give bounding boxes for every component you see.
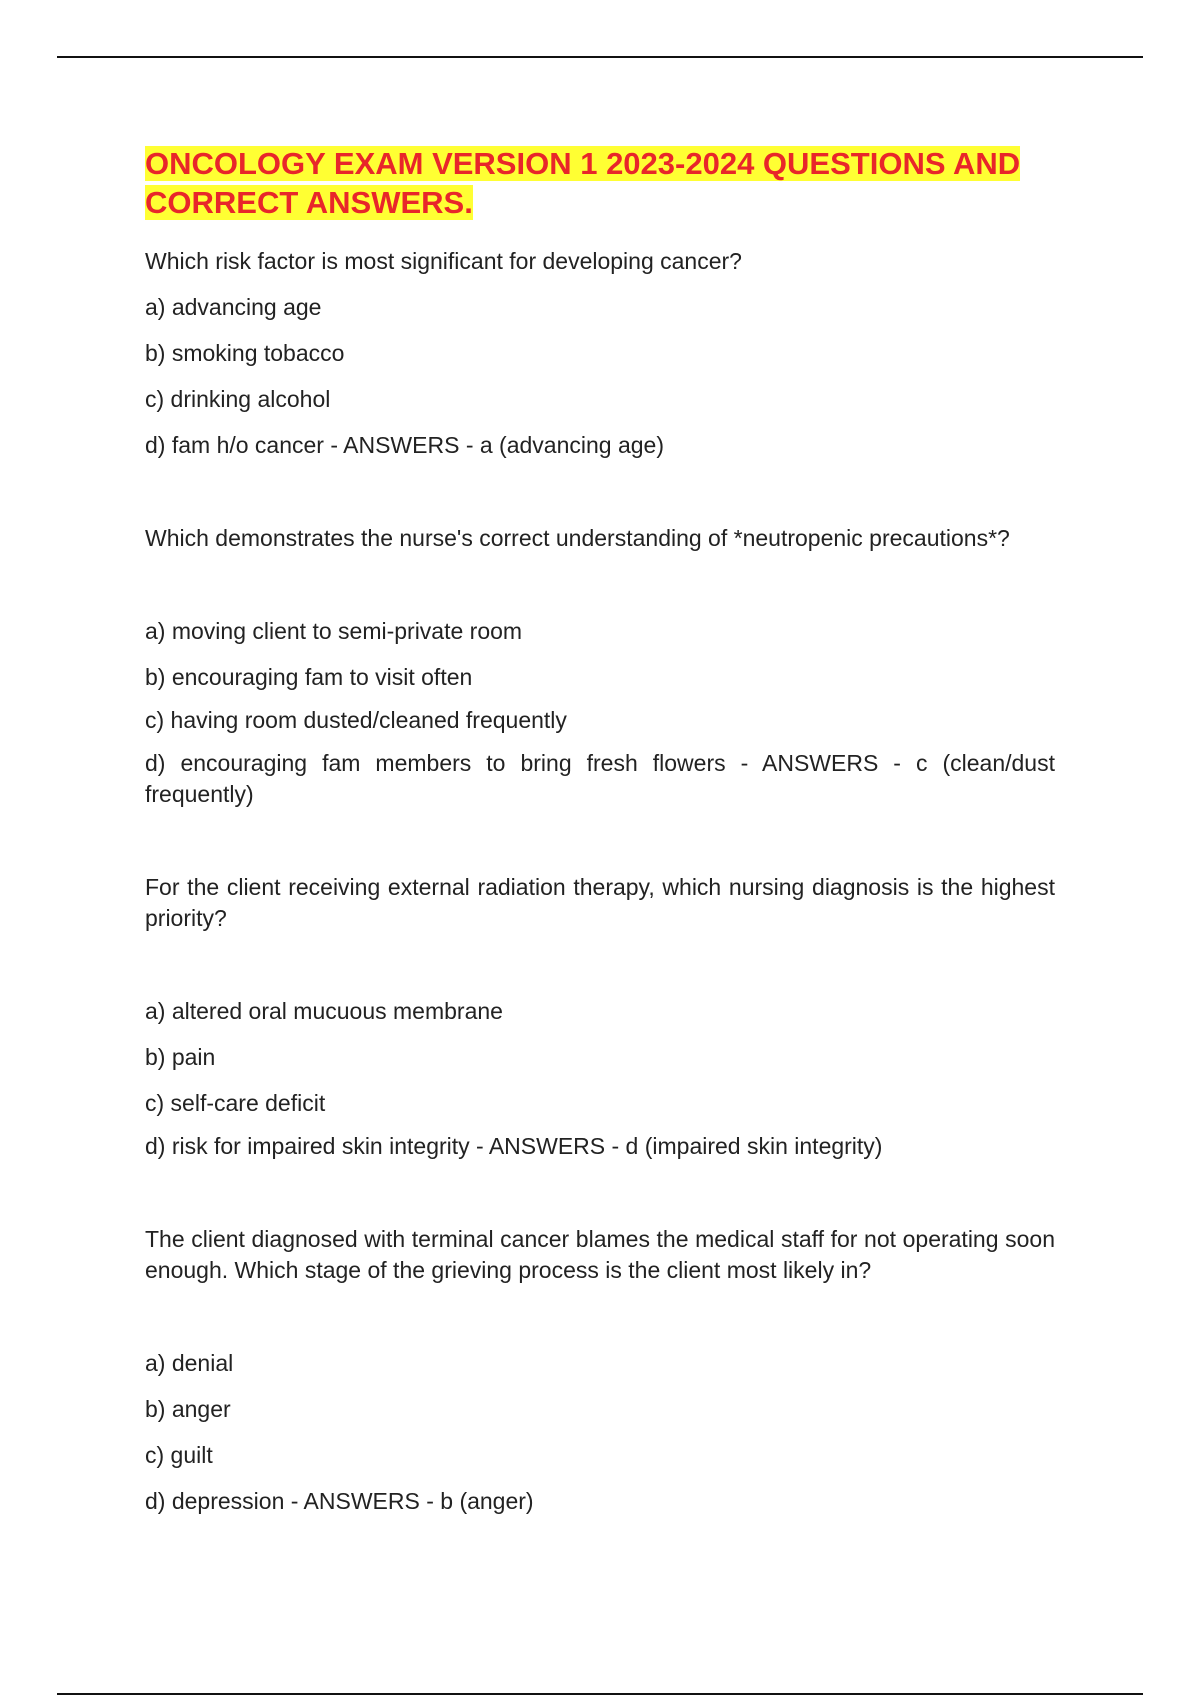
answer-option-with-answer: d) encouraging fam members to bring fresh flowers - ANSWERS - c (clean/dust frequently) [145,750,1055,807]
answer-option: b) pain [145,1044,216,1070]
answer-option: b) smoking tobacco [145,340,345,366]
answer-option: c) self-care deficit [145,1090,326,1116]
question-text: The client diagnosed with terminal cancer blames the medical staff for not operating soon enough. Which stage of the grieving process is the client most likely in? [145,1226,1055,1283]
document-body [145,144,1055,1517]
document-title-text: ONCOLOGY EXAM VERSION 1 2023-2024 QUESTIONS AND CORRECT ANSWERS. [145,146,1021,220]
answer-option: c) guilt [145,1442,213,1468]
answer-option: b) encouraging fam to visit often [145,664,473,690]
answer-option: a) advancing age [145,294,322,320]
question-3 [145,872,1055,1162]
question-2 [145,523,1055,810]
question-text: For the client receiving external radiation therapy, which nursing diagnosis is the highest priority? [145,874,1055,931]
answer-option: b) anger [145,1396,231,1422]
answer-option: a) denial [145,1350,234,1376]
question-text: Which risk factor is most significant for developing cancer? [145,248,742,274]
top-divider [57,56,1143,58]
answer-option-with-answer: d) fam h/o cancer - ANSWERS - a (advancing age) [145,432,664,458]
question-4 [145,1224,1055,1517]
answer-option-with-answer: d) risk for impaired skin integrity - ANSWERS - d (impaired skin integrity) [145,1133,883,1159]
answer-option-with-answer: d) depression - ANSWERS - b (anger) [145,1488,534,1514]
answer-option: a) altered oral mucuous membrane [145,998,503,1024]
answer-option: c) drinking alcohol [145,386,331,412]
answer-option: a) moving client to semi-private room [145,618,523,644]
bottom-divider [57,1693,1143,1695]
answer-option: c) having room dusted/cleaned frequently [145,707,567,733]
question-text: Which demonstrates the nurse's correct understanding of *neutropenic precautions*? [145,525,1010,551]
question-1 [145,246,1055,461]
document-title [145,144,1055,222]
